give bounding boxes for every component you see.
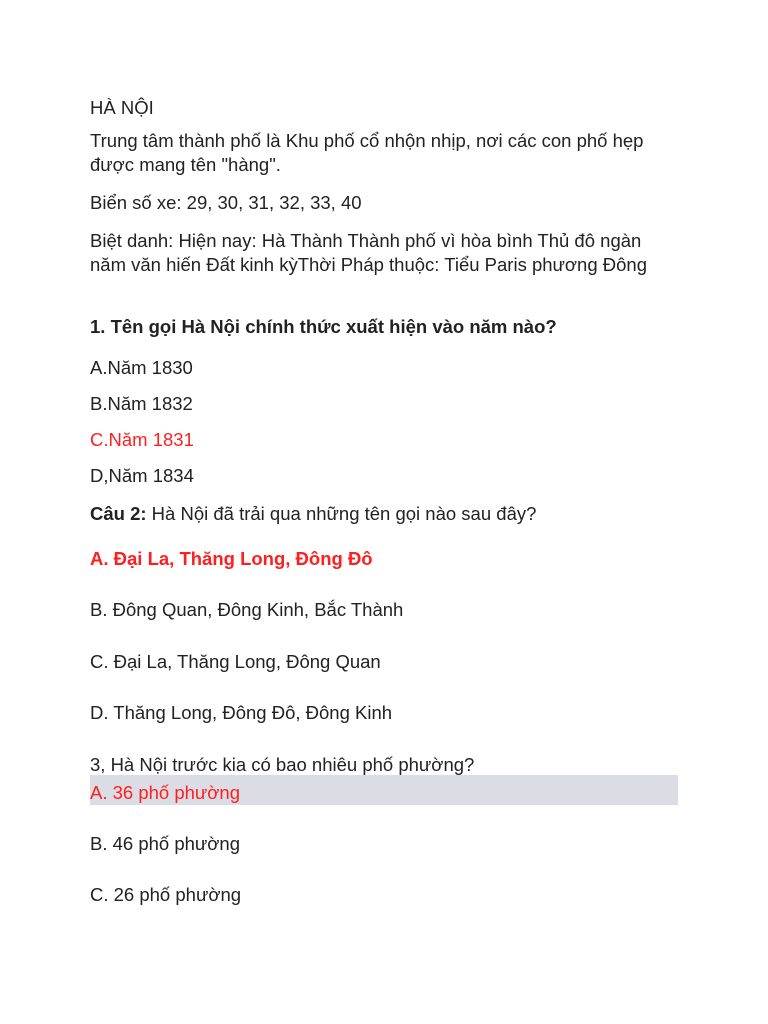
q2-option-d: D. Thăng Long, Đông Đô, Đông Kinh [90, 702, 393, 723]
q2-option-c: C. Đại La, Thăng Long, Đông Quan [90, 651, 381, 672]
q2-option-b: B. Đông Quan, Đông Kinh, Bắc Thành [90, 599, 404, 620]
q2-option-a-correct: A. Đại La, Thăng Long, Đông Đô [90, 548, 373, 569]
document-title: HÀ NỘI [90, 97, 154, 118]
intro-center-text: Trung tâm thành phố là Khu phố cổ nhộn nhịp, nơi các con phố hẹp được mang tên "hàng". [90, 130, 644, 175]
q1-option-d: D,Năm 1834 [90, 465, 194, 486]
intro-nickname-text: Biệt danh: Hiện nay: Hà Thành Thành phố vì hòa bình Thủ đô ngàn năm văn hiến Đất kinh kỳThời Pháp thuộc: Tiểu Paris phương Đông [90, 230, 648, 275]
q3-option-b: B. 46 phố phường [90, 833, 241, 854]
question-2-label: Câu 2: [90, 503, 147, 524]
intro-plates-text: Biển số xe: 29, 30, 31, 32, 33, 40 [90, 192, 362, 213]
question-1: 1. Tên gọi Hà Nội chính thức xuất hiện vào năm nào? [90, 316, 557, 337]
q3-option-a-correct: A. 36 phố phường [90, 782, 241, 803]
question-2 [90, 502, 536, 526]
q1-option-c-correct: C.Năm 1831 [90, 429, 194, 450]
question-2-text: Hà Nội đã trải qua những tên gọi nào sau đây? [146, 503, 537, 524]
q3-option-c: C. 26 phố phường [90, 884, 242, 905]
q1-option-a: A.Năm 1830 [90, 357, 193, 378]
q1-option-b: B.Năm 1832 [90, 393, 193, 414]
question-3: 3, Hà Nội trước kia có bao nhiêu phố phường? [90, 754, 475, 775]
